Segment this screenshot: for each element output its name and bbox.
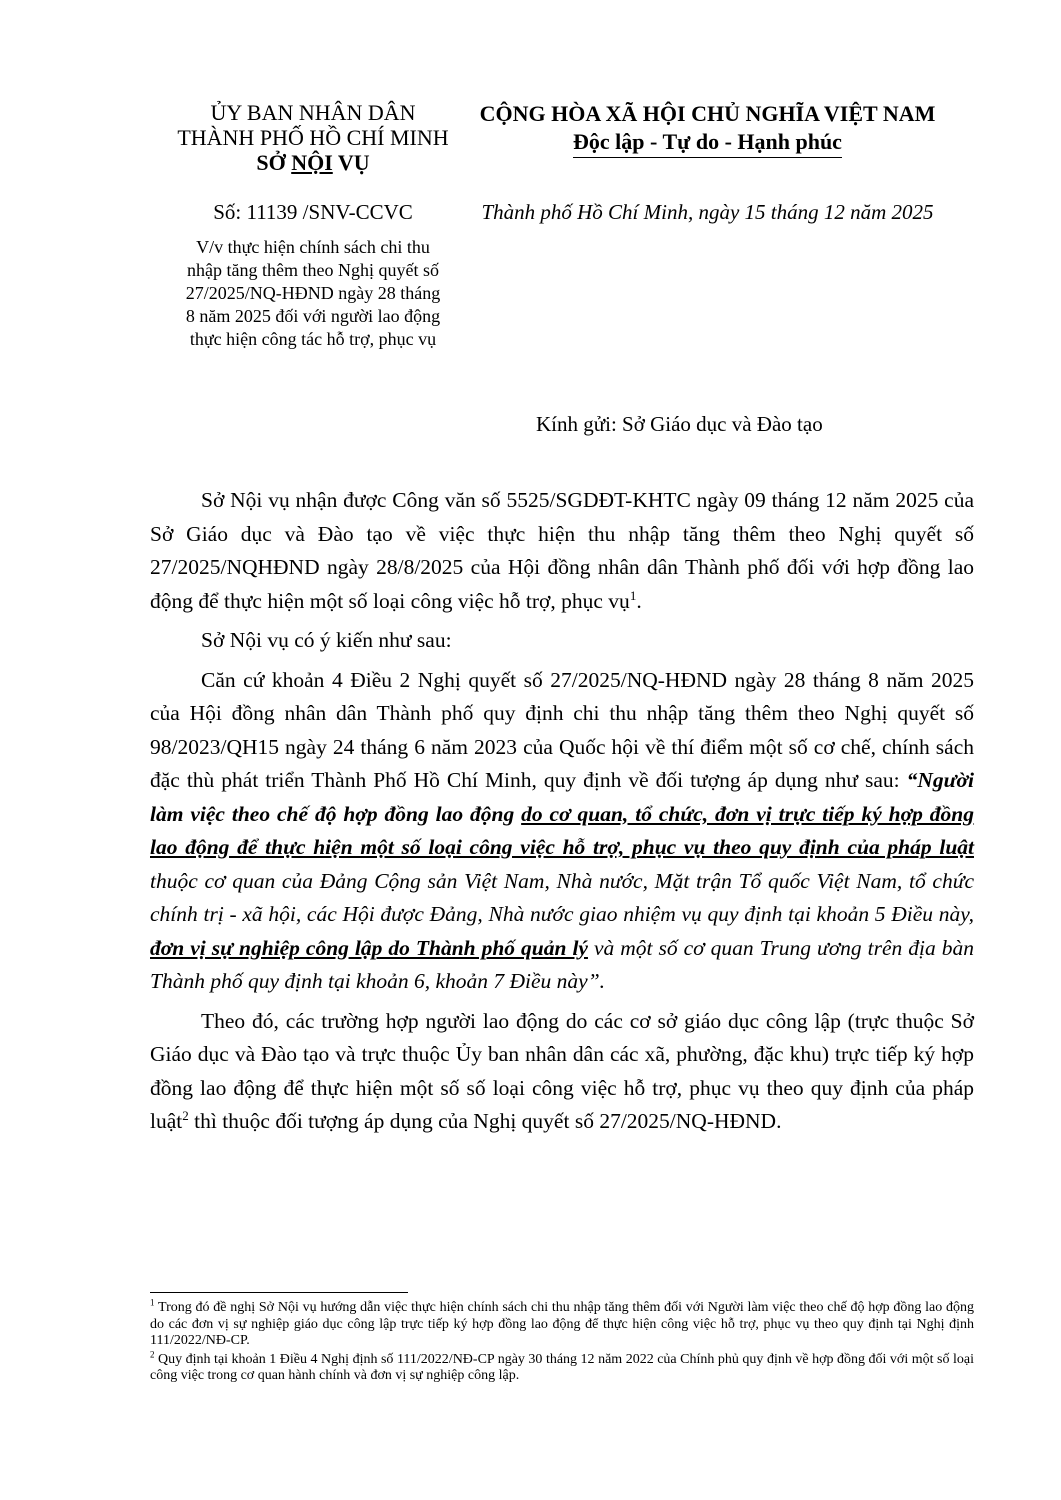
paragraph-4 <box>150 1005 974 1139</box>
recipient-line: Kính gửi: Sở Giáo dục và Đào tạo <box>536 412 823 436</box>
subject-line-4: 8 năm 2025 đối với người lao động <box>185 306 441 326</box>
footnote-2 <box>150 1348 974 1385</box>
footnote-1-mark: 1 <box>150 1297 155 1308</box>
subject-line-2: nhập tăng thêm theo Nghị quyết số <box>187 260 439 280</box>
document-date: Thành phố Hồ Chí Minh, ngày 15 tháng 12 năm 2025 <box>481 200 934 224</box>
national-motto: Độc lập - Tự do - Hạnh phúc <box>573 128 842 158</box>
paragraph-4-end: thì thuộc đối tượng áp dụng của Nghị quyết số 27/2025/NQ-HĐND. <box>188 1109 782 1133</box>
org-part-c: VỤ <box>332 150 370 175</box>
issuing-authority <box>128 100 498 175</box>
nation-name: CỘNG HÒA XÃ HỘI CHỦ NGHĨA VIỆT NAM <box>479 101 936 126</box>
footnote-1 <box>150 1297 974 1350</box>
letter-body <box>150 484 974 1145</box>
issuing-department <box>128 150 498 175</box>
org-part-b: NỘI <box>291 150 333 175</box>
footnote-separator <box>150 1292 408 1293</box>
quote-italic-1: thuộc cơ quan của Đảng Cộng sản Việt Nam, Nhà nước, Mặt trận Tổ quốc Việt Nam, tổ chức chính trị - xã hội, các Hội được Đảng, Nhà nước giao nhiệm vụ quy định tại khoản 5 Điều này, <box>150 868 974 926</box>
paragraph-2: Sở Nội vụ có ý kiến như sau: <box>201 628 452 652</box>
paragraph-4-text: Theo đó, các trường hợp người lao động do các cơ sở giáo dục công lập (trực thuộc Sở Giáo dục và Đào tạo và trực thuộc Ủy ban nhân dân các xã, phường, đặc khu) trực tiếp ký hợp đồng lao động để thực hiện một số số loại công việc hỗ trợ, phục vụ theo quy định của pháp luật <box>150 1008 974 1133</box>
paragraph-3-intro: Căn cứ khoản 4 Điều 2 Nghị quyết số 27/2025/NQ-HĐND ngày 28 tháng 8 năm 2025 của Hội đồng nhân dân Thành phố quy định chi thu nhập tăng thêm theo Nghị quyết số 98/2023/QH15 ngày 24 tháng 6 năm 2023 của Quốc hội về thí điểm một số cơ chế, chính sách đặc thù phát triển Thành Phố Hồ Chí Minh, quy định về đối tượng áp dụng như sau: <box>150 667 974 792</box>
quote-italic-2: và một số cơ quan Trung ương trên địa bàn Thành phố quy định tại khoản 6, khoản 7 Điều này”. <box>150 935 974 993</box>
authority-line-1: ỦY BAN NHÂN DÂN <box>210 100 416 125</box>
paragraph-1-text: Sở Nội vụ nhận được Công văn số 5525/SGDĐT-KHTC ngày 09 tháng 12 năm 2025 của Sở Giáo dục và Đào tạo về việc thực hiện thu nhập tăng thêm theo Nghị quyết số 27/2025/NQHĐND ngày 28/8/2025 của Hội đồng nhân dân Thành phố đối với hợp đồng lao động để thực hiện một số loại công việc hỗ trợ, phục vụ <box>150 488 974 613</box>
paragraph-3 <box>150 664 974 999</box>
document-subject <box>128 236 498 351</box>
footnote-2-mark: 2 <box>150 1348 155 1359</box>
document-number: Số: 11139 /SNV-CCVC <box>213 200 413 224</box>
subject-line-1: V/v thực hiện chính sách chi thu <box>196 237 430 257</box>
paragraph-1 <box>150 484 974 618</box>
quote-underlined-2: đơn vị sự nghiệp công lập do Thành phố quản lý <box>150 935 588 960</box>
quote-bold-start: “Người làm việc theo chế độ hợp đồng lao động <box>150 768 974 826</box>
quote-underlined-1: do cơ quan, tổ chức, đơn vị trực tiếp ký hợp đồng lao động để thực hiện một số loại công việc hỗ trợ, phục vụ theo quy định của pháp luật <box>150 801 975 859</box>
org-part-a: SỞ <box>256 150 292 175</box>
footnote-ref-1: 1 <box>629 587 637 603</box>
national-header <box>445 100 970 158</box>
footnote-ref-2: 2 <box>182 1107 189 1123</box>
authority-line-2: THÀNH PHỐ HỒ CHÍ MINH <box>177 125 449 150</box>
footnote-1-text: Trong đó đề nghị Sở Nội vụ hướng dẫn việc thực hiện chính sách chi thu nhập tăng thêm đối với Người làm việc theo chế độ hợp đồng lao động do các đơn vị sự nghiệp giáo dục công lập trực tiếp ký hợp đồng lao động để thực hiện công việc hỗ trợ, phục vụ theo quy định tại Nghị định 111/2022/NĐ-CP. <box>150 1300 974 1348</box>
subject-line-5: thực hiện công tác hỗ trợ, phục vụ <box>189 329 437 349</box>
footnote-2-text: Quy định tại khoản 1 Điều 4 Nghị định số 111/2022/NĐ-CP ngày 30 tháng 12 năm 2022 của Chính phủ quy định về hợp đồng đối với một số loại công việc trong cơ quan hành chính và đơn vị sự nghiệp công lập. <box>150 1351 974 1383</box>
footnotes <box>150 1297 974 1387</box>
paragraph-1-end: . <box>636 588 642 613</box>
subject-line-3: 27/2025/NQ-HĐND ngày 28 tháng <box>185 283 441 303</box>
